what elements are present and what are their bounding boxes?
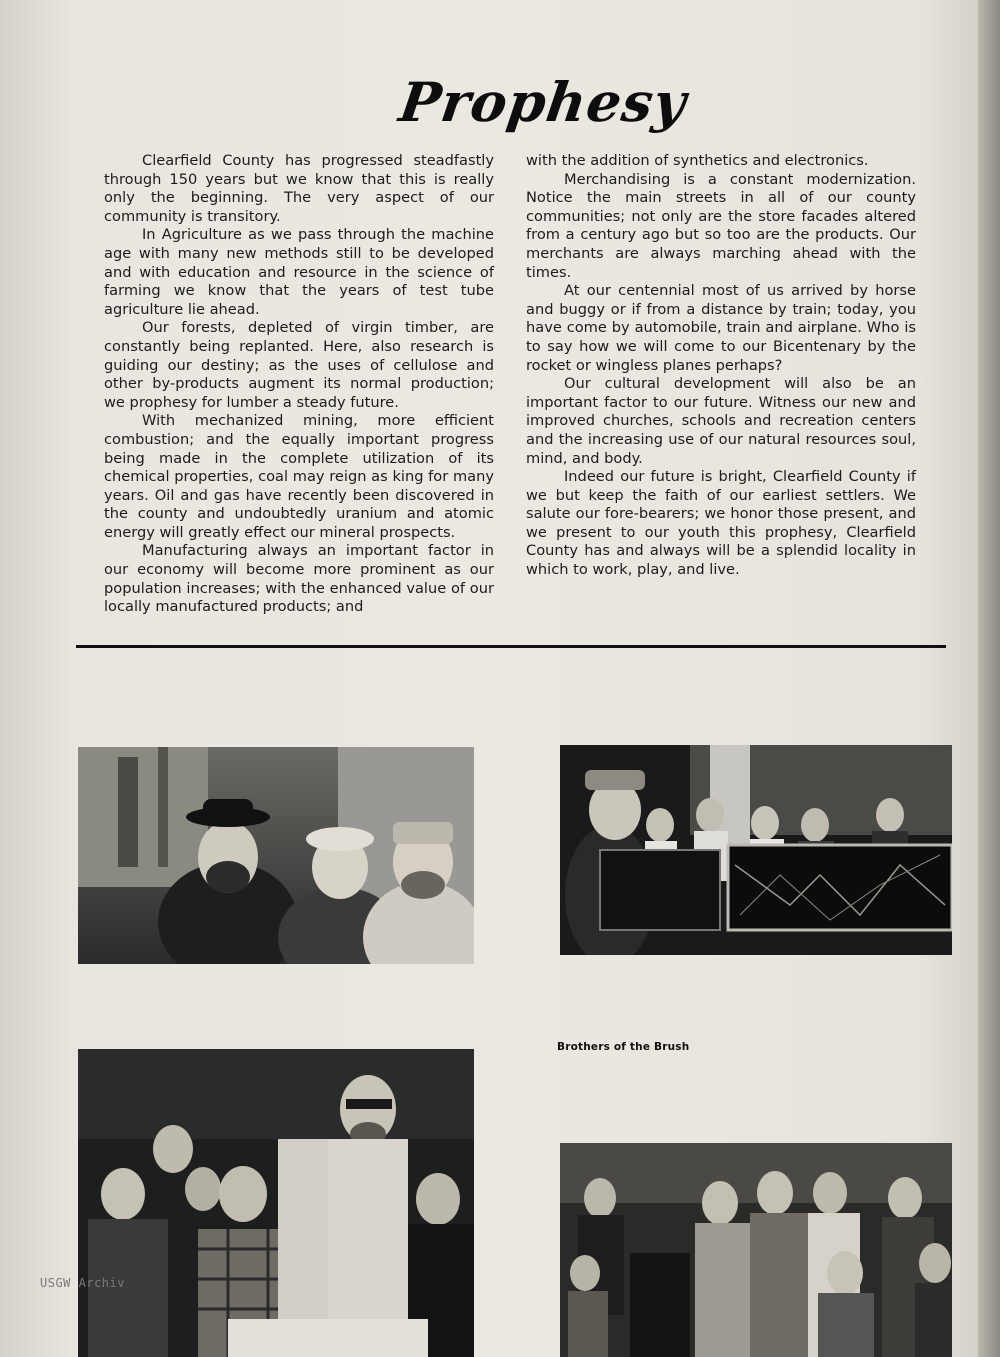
page-edge-shadow <box>978 0 1000 1357</box>
photo-classroom-group <box>78 1049 474 1357</box>
paragraph: At our centennial most of us arrived by horse and buggy or if from a distance by train; today, you have come by automobile, train and airplane. Who is to say how we will come to our Bicentenary by the rocket or wingless planes perhaps? <box>526 282 916 374</box>
photo-caption: Brothers of the Brush <box>557 1041 690 1053</box>
paragraph: With mechanized mining, more efficient combustion; and the equally important progress being made in the complete utilization of its chemical properties, coal may reign as king for many years. Oil and gas have recently been discovered in the county and undoubtedly uranium and atomic energy will greatly effect our mineral prospects. <box>104 412 494 541</box>
paragraph: Clearfield County has progressed steadfastly through 150 years but we know that this is really only the beginning. The very aspect of our community is transitory. <box>104 152 494 225</box>
paragraph: Our forests, depleted of virgin timber, are constantly being replanted. Here, also research is guiding our destiny; as the uses of cellulose and other by-products augment its normal production; we prophesy for lumber a steady future. <box>104 319 494 411</box>
paragraph: Merchandising is a constant modernization. Notice the main streets in all of our county communities; not only are the store facades altered from a century ago but so too are the products. Our merchants are always marching ahead with the times. <box>526 170 916 281</box>
photo-three-people <box>78 747 474 964</box>
text-column-right <box>526 152 916 580</box>
text-column-left <box>104 152 494 617</box>
photo-brothers-of-the-brush <box>560 745 952 955</box>
paragraph: In Agriculture as we pass through the machine age with many new methods still to be developed and with education and resource in the science of farming we know that the years of test tube agriculture lie ahead. <box>104 226 494 318</box>
photo-bearded-men-group <box>560 1143 952 1357</box>
paragraph: with the addition of synthetics and electronics. <box>526 152 869 169</box>
page-title: Prophesy <box>395 70 691 134</box>
paragraph: Manufacturing always an important factor in our economy will become more prominent as our population increases; with the enhanced value of our locally manufactured products; and <box>104 542 494 616</box>
horizontal-rule <box>76 645 946 648</box>
watermark: USGW Archiv <box>40 1276 125 1290</box>
paragraph: Indeed our future is bright, Clearfield County if we but keep the faith of our earliest settlers. We salute our fore-bearers; we honor those present, and we present to our youth this prophesy, Clearfield County has and always will be a splendid locality in which to work, play, and live. <box>526 468 916 579</box>
paragraph: Our cultural development will also be an important factor to our future. Witness our new and improved churches, schools and recreation centers and the increasing use of our natural resources soul, mind, and body. <box>526 375 916 467</box>
